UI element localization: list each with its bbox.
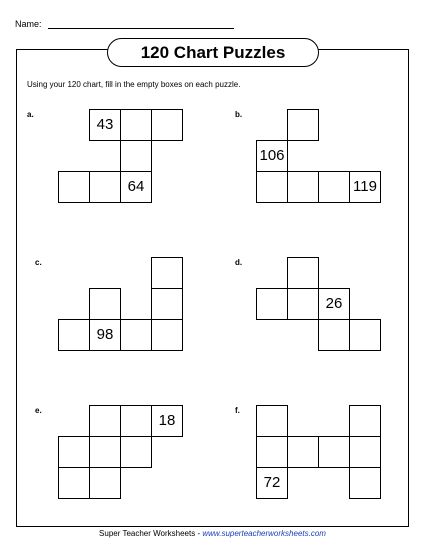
puzzle-a-cell[interactable] [120,109,152,141]
puzzle-label-c: c. [35,258,42,267]
puzzle-a-cell[interactable] [151,109,183,141]
puzzle-c-cell[interactable] [58,319,90,351]
puzzle-e-cell[interactable] [120,405,152,437]
instructions: Using your 120 chart, fill in the empty boxes on each puzzle. [27,80,241,89]
puzzle-c-cell[interactable] [151,257,183,289]
puzzle-d-cell[interactable] [256,288,288,320]
puzzle-a-cell[interactable]: 43 [89,109,121,141]
footer [0,529,425,539]
puzzle-b-cell[interactable] [256,171,288,203]
puzzle-b-cell[interactable] [318,171,350,203]
puzzle-label-b: b. [235,110,243,119]
puzzle-e-cell[interactable] [89,467,121,499]
puzzle-e-cell[interactable] [89,436,121,468]
puzzle-a-cell[interactable] [120,140,152,172]
puzzle-d-cell[interactable] [287,288,319,320]
name-line[interactable] [48,28,234,29]
puzzle-a-cell[interactable] [58,171,90,203]
puzzle-label-e: e. [35,406,42,415]
puzzle-label-d: d. [235,258,243,267]
puzzle-e-cell[interactable] [58,467,90,499]
page-title: 120 Chart Puzzles [107,38,319,67]
puzzle-d-cell[interactable] [349,319,381,351]
puzzle-c-cell[interactable] [120,319,152,351]
puzzle-e-cell[interactable] [58,436,90,468]
puzzle-b-cell[interactable] [287,171,319,203]
puzzle-a-cell[interactable] [89,171,121,203]
puzzle-c-cell[interactable] [151,319,183,351]
puzzle-f-cell[interactable] [318,436,350,468]
footer-brand: Super Teacher Worksheets - [99,529,203,538]
puzzle-b-cell[interactable]: 106 [256,140,288,172]
puzzle-e-cell[interactable] [120,436,152,468]
puzzle-e-cell[interactable]: 18 [151,405,183,437]
puzzle-d-cell[interactable] [287,257,319,289]
puzzle-d-cell[interactable] [318,319,350,351]
puzzle-b-cell[interactable] [287,109,319,141]
puzzle-c-cell[interactable] [151,288,183,320]
puzzle-c-cell[interactable] [89,288,121,320]
puzzle-a-cell[interactable]: 64 [120,171,152,203]
puzzle-b-cell[interactable]: 119 [349,171,381,203]
name-label: Name: [15,19,42,29]
puzzle-f-cell[interactable]: 72 [256,467,288,499]
puzzle-f-cell[interactable] [256,436,288,468]
puzzle-e-cell[interactable] [89,405,121,437]
puzzle-f-cell[interactable] [287,436,319,468]
puzzle-c-cell[interactable]: 98 [89,319,121,351]
footer-url-link[interactable]: www.superteacherworksheets.com [202,529,326,538]
puzzle-f-cell[interactable] [256,405,288,437]
puzzle-f-cell[interactable] [349,436,381,468]
puzzle-label-f: f. [235,406,240,415]
puzzle-label-a: a. [27,110,34,119]
puzzle-d-cell[interactable]: 26 [318,288,350,320]
puzzle-f-cell[interactable] [349,467,381,499]
puzzle-f-cell[interactable] [349,405,381,437]
